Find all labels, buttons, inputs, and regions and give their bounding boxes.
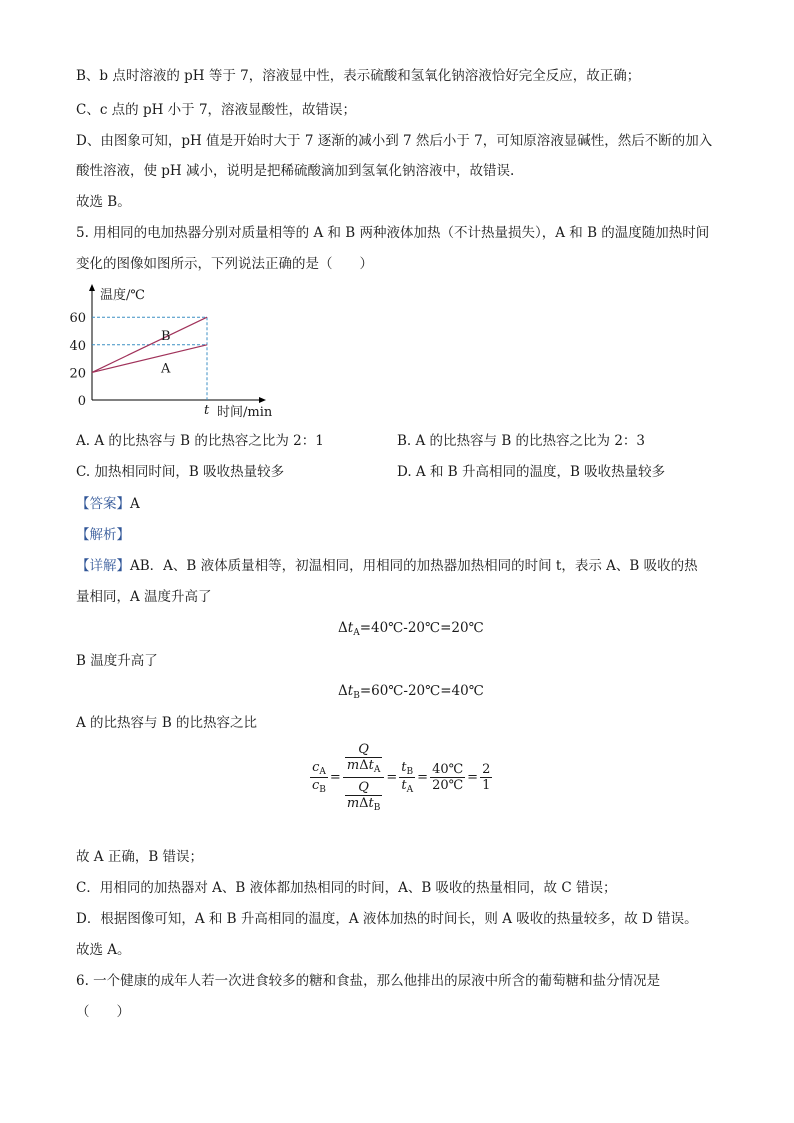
q5-stem-line2: 变化的图像如图所示，下列说法正确的是（ ） — [76, 256, 373, 272]
analysis-tag: 【解析】 — [76, 527, 130, 543]
q5-option-a: A. A 的比热容与 B 的比热容之比为 2：1 — [76, 433, 324, 449]
choose-a-line: 故选 A。 — [76, 942, 131, 958]
text-line-choose-b: 故选 B。 — [76, 194, 131, 210]
equation-a-value: =40℃-20℃=20℃ — [359, 620, 484, 636]
detail-line1 — [76, 556, 698, 576]
y-tick-label: 0 — [77, 394, 86, 409]
q6-stem-line1: 6. 一个健康的成年人若一次进食较多的糖和食盐，那么他排出的尿液中所含的葡萄糖和盐分情况是 — [76, 973, 661, 989]
d-explain-line: D．根据图像可知，A 和 B 升高相同的温度，A 液体加热的时间长，则 A 吸收的热量较多，故 D 错误。 — [76, 911, 698, 927]
q5-stem-line1: 5. 用相同的电加热器分别对质量相等的 A 和 B 两种液体加热（不计热量损失），A 和 B 的温度随加热时间 — [76, 225, 710, 241]
x-axis-label: 时间/min — [217, 405, 273, 420]
q5-option-b: B. A 的比热容与 B 的比热容之比为 2：3 — [397, 433, 646, 449]
y-axis-arrow — [89, 284, 95, 291]
temperature-time-chart — [62, 282, 302, 422]
y-axis-label: 温度/℃ — [100, 288, 145, 303]
equation-b-value: =60℃-20℃=40℃ — [359, 683, 484, 699]
answer-line — [76, 494, 140, 514]
equation-delta-ta: $\Delta t_A=40℃-20℃=20℃$ — [338, 620, 484, 638]
ratio-text-line: A 的比热容与 B 的比热容之比 — [76, 715, 258, 731]
x-axis-arrow — [259, 397, 266, 403]
ratio-formula: $\frac{c_A}{c_B}$ = $\frac{\frac{Q}{m\Delta t_A}}{\frac{Q}{m\Delta t_B}}$ = $\frac{t_B}{t_A}$ = $\frac{40℃}{20℃}$ = $\frac{2}{1}$ — [312, 742, 491, 813]
equation-delta-tb: $\Delta t_B=60℃-20℃=40℃$ — [338, 683, 484, 701]
detail-tag: 【详解】 — [76, 558, 130, 574]
y-tick-label: 60 — [69, 311, 86, 327]
conclude-line: 故 A 正确，B 错误； — [76, 849, 204, 865]
x-tick-label: t — [204, 403, 210, 418]
series-label-a: A — [161, 361, 171, 377]
text-line-b: B、b 点时溶液的 pH 等于 7，溶液显中性，表示硫酸和氢氧化钠溶液恰好完全反应，故正确； — [76, 68, 641, 84]
answer-tag: 【答案】 — [76, 496, 130, 512]
text-line-d2: 酸性溶液，使 pH 减小，说明是把稀硫酸滴加到氢氧化钠溶液中，故错误. — [76, 163, 515, 179]
analysis-line — [76, 525, 130, 545]
q5-option-c: C. 加热相同时间，B 吸收热量较多 — [76, 464, 285, 480]
text-line-c: C、c 点的 pH 小于 7，溶液显酸性，故错误； — [76, 102, 357, 118]
series-line-a — [92, 345, 207, 373]
y-tick-label: 20 — [69, 366, 86, 382]
c-explain-line: C．用相同的加热器对 A、B 液体都加热相同的时间，A、B 吸收的热量相同，故 C 错误； — [76, 880, 617, 896]
series-label-b: B — [161, 328, 171, 344]
detail-text1: AB．A、B 液体质量相等，初温相同，用相同的加热器加热相同的时间 t，表示 A、B 吸收的热 — [130, 558, 698, 574]
b-rise-line: B 温度升高了 — [76, 653, 158, 669]
answer-value: A — [130, 496, 140, 512]
y-tick-label: 40 — [69, 338, 86, 354]
text-line-d1: D、由图象可知，pH 值是开始时大于 7 逐渐的减小到 7 然后小于 7，可知原溶液显碱性，然后不断的加入 — [76, 133, 713, 149]
detail-line2: 量相同，A 温度升高了 — [76, 589, 212, 605]
q6-stem-line2: （ ） — [76, 1004, 130, 1020]
q5-option-d: D. A 和 B 升高相同的温度，B 吸收热量较多 — [397, 464, 666, 480]
